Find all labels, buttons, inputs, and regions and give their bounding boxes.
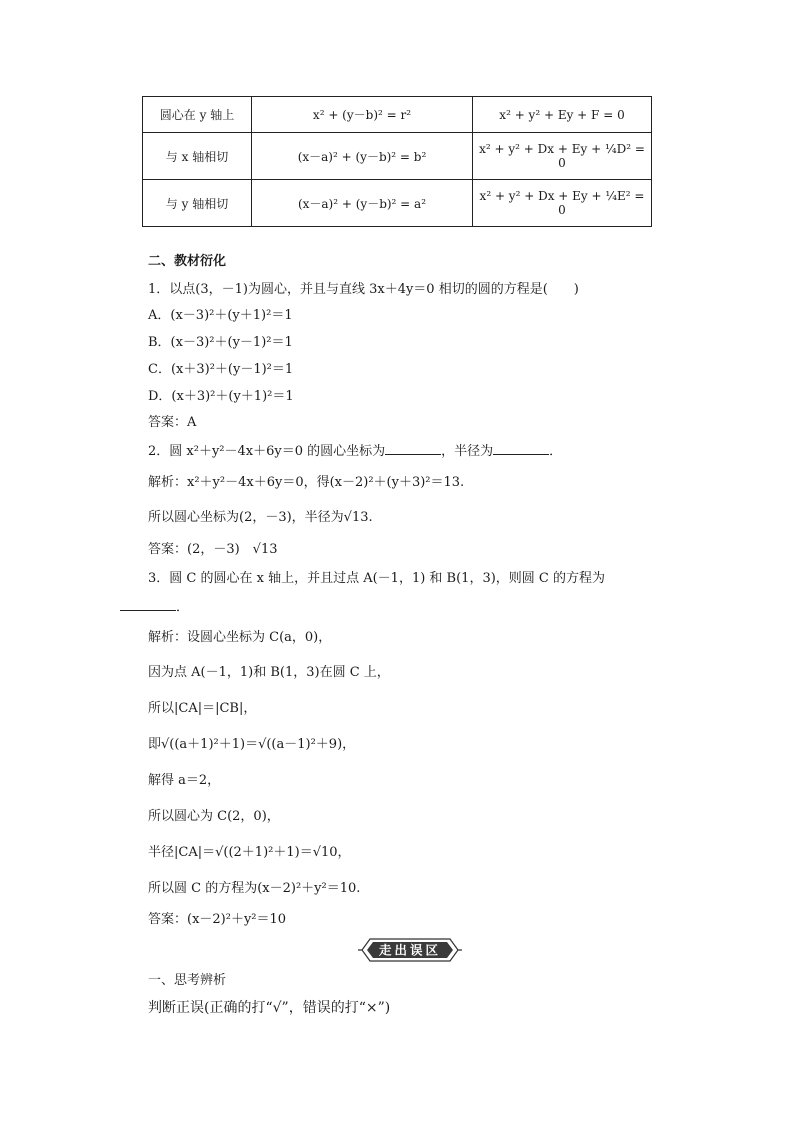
option-d: D．(x＋3)²＋(y＋1)²＝1 xyxy=(148,389,294,404)
question-2-stem-part: ． xyxy=(549,444,563,459)
instruction-text: 判断正误(正确的打“√”，错误的打“×”) xyxy=(148,1000,391,1016)
question-3-step: 解析：设圆心坐标为 C(a，0)， xyxy=(148,630,332,645)
table-cell-label: 与 x 轴相切 xyxy=(143,133,252,180)
banner-label: 走出误区 xyxy=(378,942,442,958)
table-cell-standard: (x－a)² + (y－b)² = a² xyxy=(252,180,473,227)
answer-blank xyxy=(120,598,176,611)
table-row xyxy=(143,133,652,180)
question-2-analysis: 解析：x²＋y²－4x＋6y＝0，得(x－2)²＋(y＋3)²＝13. xyxy=(148,475,465,490)
section-banner xyxy=(358,938,462,962)
table-cell-general: x² + y² + Dx + Ey + ¼E² = 0 xyxy=(473,180,652,227)
question-3-step: 即√((a＋1)²＋1)＝√((a－1)²＋9)， xyxy=(148,737,356,752)
table-cell-label: 圆心在 y 轴上 xyxy=(143,97,252,133)
question-2-answer: 答案：(2，－3) √13 xyxy=(148,542,278,557)
question-2-stem xyxy=(148,442,562,461)
question-3-stem: 3．圆 C 的圆心在 x 轴上，并且过点 A(－1，1) 和 B(1，3)，则圆 C 的方程为 xyxy=(148,571,605,586)
option-c: C．(x＋3)²＋(y－1)²＝1 xyxy=(148,362,294,377)
answer-blank xyxy=(385,442,441,455)
question-3-step: 因为点 A(－1，1)和 B(1，3)在圆 C 上， xyxy=(148,665,390,680)
question-1-answer: 答案：A xyxy=(148,415,197,430)
question-3-step: 所以圆 C 的方程为(x－2)²＋y²＝10. xyxy=(148,881,361,896)
table-row xyxy=(143,180,652,227)
question-2-analysis-line: 所以圆心坐标为(2，－3)，半径为√13. xyxy=(148,510,373,525)
question-2-stem-part: ，半径为 xyxy=(441,444,494,459)
table-cell-standard: (x－a)² + (y－b)² = b² xyxy=(252,133,473,180)
table-row xyxy=(143,97,652,133)
option-b: B．(x－3)²＋(y－1)²＝1 xyxy=(148,335,293,350)
question-3-answer: 答案：(x－2)²＋y²＝10 xyxy=(148,912,287,927)
question-3-step: 半径|CA|＝√((2＋1)²＋1)＝√10， xyxy=(148,845,351,860)
question-3-step: 解得 a＝2， xyxy=(148,773,221,788)
question-3-stem-end xyxy=(120,598,189,617)
option-a: A．(x－3)²＋(y＋1)²＝1 xyxy=(148,308,293,323)
answer-blank xyxy=(493,442,549,455)
circle-equation-table xyxy=(142,96,652,227)
section-heading: 二、教材衍化 xyxy=(148,254,227,269)
table-cell-general: x² + y² + Ey + F = 0 xyxy=(473,97,652,133)
question-1-stem: 1．以点(3，－1)为圆心，并且与直线 3x＋4y＝0 相切的圆的方程是( ) xyxy=(148,282,579,297)
question-3-step: 所以|CA|＝|CB|， xyxy=(148,701,257,716)
section-heading: 一、思考辨析 xyxy=(148,973,227,988)
question-2-stem-part: 2．圆 x²＋y²－4x＋6y＝0 的圆心坐标为 xyxy=(148,444,386,459)
table-cell-general: x² + y² + Dx + Ey + ¼D² = 0 xyxy=(473,133,652,180)
question-3-stem-end-text: ． xyxy=(176,600,190,615)
table-cell-label: 与 y 轴相切 xyxy=(143,180,252,227)
question-3-step: 所以圆心为 C(2，0)， xyxy=(148,809,280,824)
table-cell-standard: x² + (y－b)² = r² xyxy=(252,97,473,133)
